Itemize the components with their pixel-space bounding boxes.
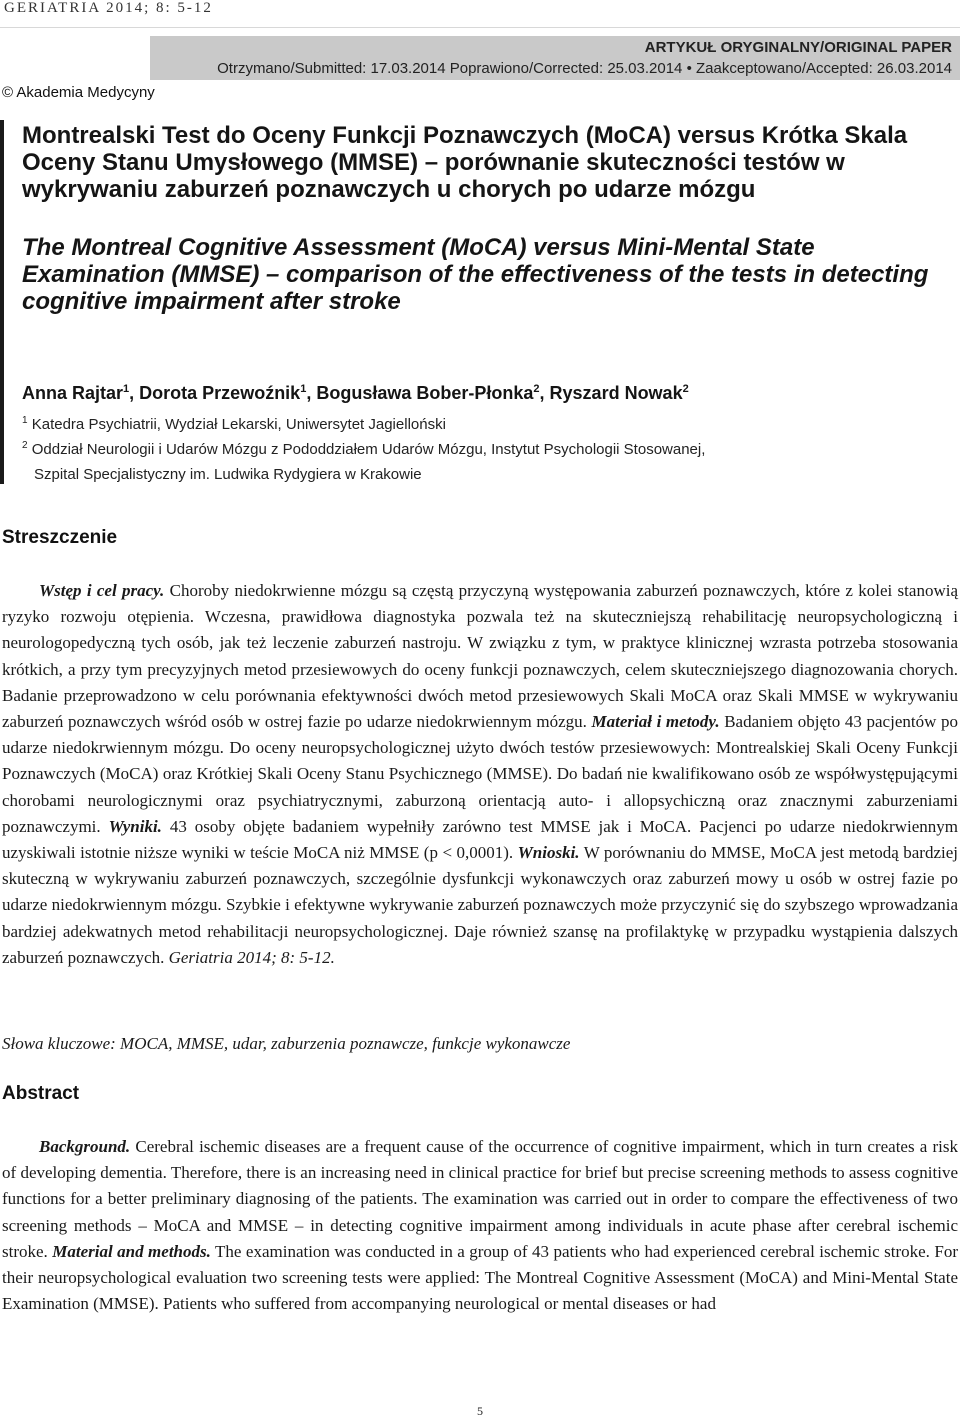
affiliation-1 xyxy=(22,415,446,433)
author-name: Dorota Przewoźnik xyxy=(139,383,301,403)
citation: Geriatria 2014; 8: 5-12. xyxy=(168,947,335,967)
author-affiliation-number: 1 xyxy=(123,383,130,395)
streszczenie-heading: Streszczenie xyxy=(2,527,118,548)
header-rule xyxy=(0,27,960,28)
affiliation-1-text: Katedra Psychiatrii, Wydział Lekarski, Uniwersytet Jagielloński xyxy=(31,416,446,433)
author-separator: , xyxy=(129,383,140,403)
affiliation-2-continued: Szpital Specjalistyczny im. Ludwika Rydygiera w Krakowie xyxy=(34,466,422,483)
journal-header: GERIATRIA 2014; 8: 5-12 xyxy=(4,0,213,16)
intro-text: Choroby niedokrwienne mózgu są częstą przyczyną występowania zaburzeń poznawczych, które z kolei stanowią ryzyko rozwoju otępienia. Wczesna, prawidłowa diagnostyka pozwala też na skuteczniejszą rehabilitację neuropsychologiczną i neurologopedyczną tych osób, jak też leczenie zaburzeń nastroju. W związku z tym, w praktyce klinicznej wzrasta potrzeba stosowania krótkich, a przy tym precyzyjnych metod przesiewowych do oceny funkcji poznawczych, celem skuteczniejszego diagnozowania chorych. Badanie przeprowadzono w celu porównania efektywności dwóch metod przesiewowych Skali MoCA oraz Skali MMSE w wykrywaniu zaburzeń poznawczych wśród osób w ostrej fazie po udarze niedokrwiennym mózgu. xyxy=(2,581,958,732)
results-text: 43 osoby objęte badaniem wypełniły zarówno test MMSE jak i MoCA. Pacjenci po udarze niedokrwiennym uzyskiwali istotnie niższe wyniki w teście MoCA niż MMSE (p < 0,0001). xyxy=(2,816,958,863)
author-name: Anna Rajtar xyxy=(22,383,124,403)
article-info-bar xyxy=(150,36,960,80)
author-affiliation-number: 1 xyxy=(300,383,307,395)
title-accent-bar xyxy=(0,120,4,484)
article-type: ARTYKUŁ ORYGINALNY/ORIGINAL PAPER xyxy=(644,39,952,56)
conclusions-text: W porównaniu do MMSE, MoCA jest metodą bardziej skuteczną w wykrywaniu zaburzeń poznawczych, szczególnie dysfunkcji wykonawczych oraz zaburzeń mowy u osób w ostrej fazie po udarze niedokrwiennym mózgu. Szybkie i efektywne wykrywanie zaburzeń poznawczych może przyczynić się do szybszego wprowadzania bardziej adekwatnych metod rehabilitacji neuropsychologicznej. Daje również szansę na profilaktykę w przypadku wystąpienia dalszych zaburzeń poznawczych. xyxy=(2,843,959,967)
copyright-notice: © Akademia Medycyny xyxy=(2,84,155,101)
title-polish: Montrealski Test do Oceny Funkcji Poznawczych (MoCA) versus Krótka Skala Oceny Stanu Umysłowego (MMSE) – porównanie skuteczności testów w wykrywaniu zaburzeń poznawczych u chorych po udarze mózgu xyxy=(22,122,908,203)
author-affiliation-number: 2 xyxy=(533,383,540,395)
page-number: 5 xyxy=(477,1404,483,1418)
results-label: Wyniki. xyxy=(108,816,162,836)
methods-text: Badaniem objęto 43 pacjentów po udarze niedokrwiennym mózgu. Do oceny neuropsychologicznej użyto dwóch testów przesiewowych: Montrealskiej Skali Oceny Funkcji Poznawczych (MoCA) oraz Krótkiej Skali Oceny Stanu Psychicznego (MMSE). Do badań nie kwalifikowano osób ze współwystępującymi chorobami neurologicznymi oraz psychiatrycznymi, zaburzoną orientacją auto- i allopsychiczną oraz znacznymi zaburzeniami poznawczymi. xyxy=(2,712,959,836)
conclusions-label: Wnioski. xyxy=(517,843,580,863)
methods-label: Materiał i metody. xyxy=(591,712,720,732)
author-separator: , xyxy=(306,383,317,403)
abstract-methods-label: Material and methods. xyxy=(52,1241,211,1261)
keywords: Słowa kluczowe: MOCA, MMSE, udar, zaburzenia poznawcze, funkcje wykonawcze xyxy=(2,1034,571,1053)
abstract-methods-text: The examination was conducted in a group of 43 patients who had experienced cerebral ischemic stroke. For their neuropsychological evaluation two screening tests were applied: The Montreal Cognitive Assessment (MoCA) and Mini-Mental State Examination (MMSE). Patients who suffered from accompanying neurological or mental diseases or had xyxy=(2,1241,958,1314)
affiliation-2-number: 2 xyxy=(22,440,28,451)
streszczenie-body xyxy=(2,578,958,971)
background-text: Cerebral ischemic diseases are a frequent cause of the occurrence of cognitive impairment, which in turn creates a risk of developing dementia. Therefore, there is an increasing need in clinical practice for brief but precise screening methods to assess cognitive functions for a better preliminary diagnosing of the patients. The examination was carried out in order to compare the effectiveness of two screening methods – MoCA and MMSE – in detecting cognitive impairment among individuals in acute phase after cerebral ischemic stroke. xyxy=(2,1137,958,1261)
author-name: Ryszard Nowak xyxy=(549,383,683,403)
affiliation-2-text: Oddział Neurologii i Udarów Mózgu z Pododdziałem Udarów Mózgu, Instytut Psychologii Stosowanej, xyxy=(31,441,706,458)
affiliation-2 xyxy=(22,440,705,458)
author-affiliation-number: 2 xyxy=(682,383,689,395)
abstract-heading: Abstract xyxy=(2,1083,80,1104)
title-english: The Montreal Cognitive Assessment (MoCA) versus Mini-Mental State Examination (MMSE) – comparison of the effectiveness of the tests in detecting cognitive impairment after stroke xyxy=(22,234,929,315)
abstract-body xyxy=(2,1134,958,1317)
author-name: Bogusława Bober-Płonka xyxy=(316,383,534,403)
intro-label: Wstęp i cel pracy. xyxy=(39,581,165,600)
author-list xyxy=(22,383,689,404)
background-label: Background. xyxy=(39,1137,131,1156)
affiliation-1-number: 1 xyxy=(22,415,28,426)
submission-dates: Otrzymano/Submitted: 17.03.2014 Poprawiono/Corrected: 25.03.2014 • Zaakceptowano/Accepted: 26.03.2014 xyxy=(217,60,952,77)
author-separator: , xyxy=(539,383,550,403)
